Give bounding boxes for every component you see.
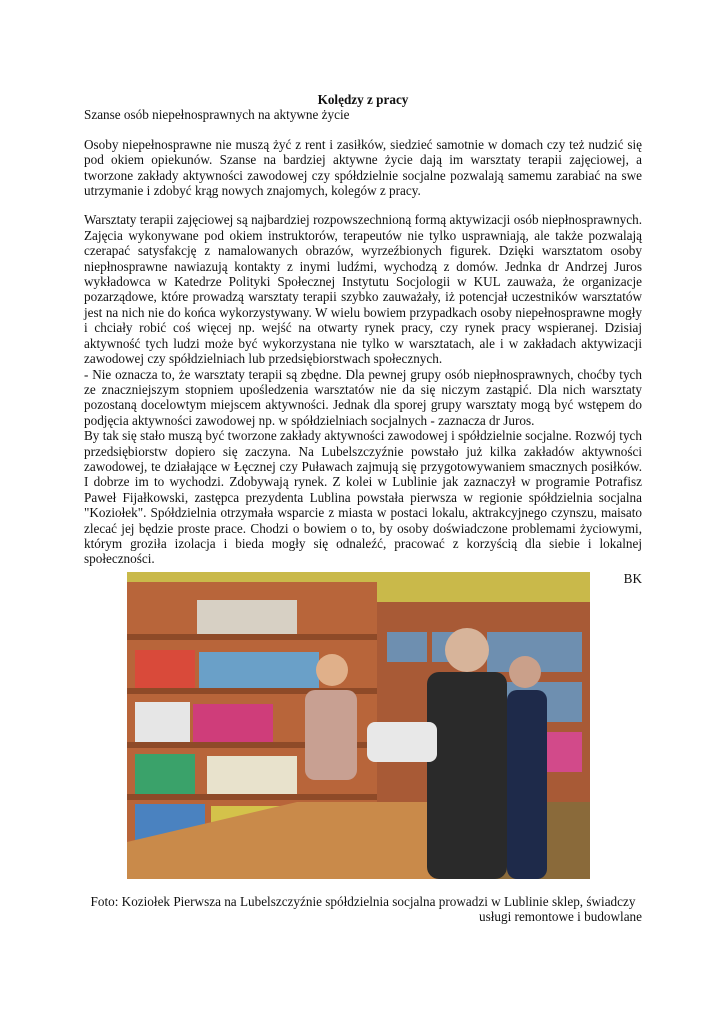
- caption-line: usługi remontowe i budowlane: [479, 909, 642, 925]
- article-title: Kolędzy z pracy: [317, 92, 409, 107]
- article-subtitle: Szanse osób niepełnosprawnych na aktywne życie: [84, 107, 350, 123]
- paragraph: Osoby niepełnosprawne nie muszą żyć z rent i zasiłków, siedzieć samotnie w domach czy też nudzić się pod okiem opiekunów. Szanse na bardziej aktywne życie dają im warsztaty terapii zajęciowej, a tworzone zakłady aktywności zawodowej czy spółdzielnie socjalne pozwalają samemu zarabiać na swe utrzymanie i zdobyć krąg nowych znajomych, kolegów z pracy.: [84, 136, 642, 199]
- signature: BK: [623, 570, 642, 586]
- paragraph: - Nie oznacza to, że warsztaty terapii są zbędne. Dla pewnej grupy osób niepłnosprawnych, choćby tych ze znaczniejszym stopniem upośledzenia warsztatów nie da się niczym zastąpić. Dla nich warsztaty pozostaną docelowtym miejscem aktywności. Jednak dla sporej grupy warsztaty mogą być wstępem do podjęcia aktywności zawodowej np. w spółdzielniach socjalnych - zaznacza dr Juros.: [84, 366, 642, 428]
- shop-photo-illustration: [127, 572, 590, 879]
- photo-caption: [84, 894, 642, 925]
- shop-photo: [127, 572, 590, 879]
- caption-line: Foto: Koziołek Pierwsza na Lubelszczyźnie spółdzielnia socjalna prowadzi w Lublinie sklep, świadczy: [90, 894, 636, 909]
- article: [84, 92, 642, 586]
- paragraph: Warsztaty terapii zajęciowej są najbardziej rozpowszechnioną formą aktywizacji osób niepłnosprawnych. Zajęcia wykonywane pod okiem instruktorów, terapeutów nie tylko usprawniają, ale także pozwalają czerapać satysfakcję z namalowanych obrazów, wyrzeźbionych figurek. Dzięki warsztatom osoby niepłnosprawne nawiazują kontakty z inymi ludźmi, wychodzą z domów. Jednka dr Andrzej Juros wykładowca w Katedrze Polityki Społecznej Instytutu Socjologii w KUL zauważa, że organizacje pozarządowe, które prowadzą warsztaty terapii szybko zauważały, iż potencjał uczestników warsztatów jest na nich nie do końca wykorzystywany. W wielu bowiem przypadkach osoby niepełnosprawne mogły i chciały robić coś więcej np. wejść na otwarty rynek pracy, czy rynek pracy wspieranej. Dzisiaj aktywność tych ludzi może być wykorzystana nie tylko w warsztatach, ale i w zakładach aktywizacji zawodowej czy spółdzielniach lub przedsiębiorstwach społecznych.: [84, 212, 642, 367]
- paragraph: By tak się stało muszą być tworzone zakłady aktywności zawodowej i spółdzielnie socjalne. Rozwój tych przedsiębiorstw dopiero się zaczyna. Na Lubelszczyźnie powstało już kilka zakładów aktywności zawodowej, te działające w Łęcznej czy Puławach zajmują się przygotowywaniem smacznych posiłków. I dobrze im to wychodzi. Zdobywają rynek. Z kolei w Lublinie jak zaznaczył w programie Potrafisz Paweł Fijałkowski, zastępca prezydenta Lublina powstała pierwsza w regionie spółdzielnia socjalna "Koziołek". Spółdzielnia otrzymała wsparcie z miasta w postaci lokalu, aktrakcyjnego czynszu, maisato zlecać jej będzie proste prace. Chodzi o bowiem o to, by osoby doświadczone problemami życiowymi, którym groziła izolacja i bieda mogły się odnaleźć, pracować z korzyścią dla siebie i lokalnej społeczności.: [84, 428, 642, 567]
